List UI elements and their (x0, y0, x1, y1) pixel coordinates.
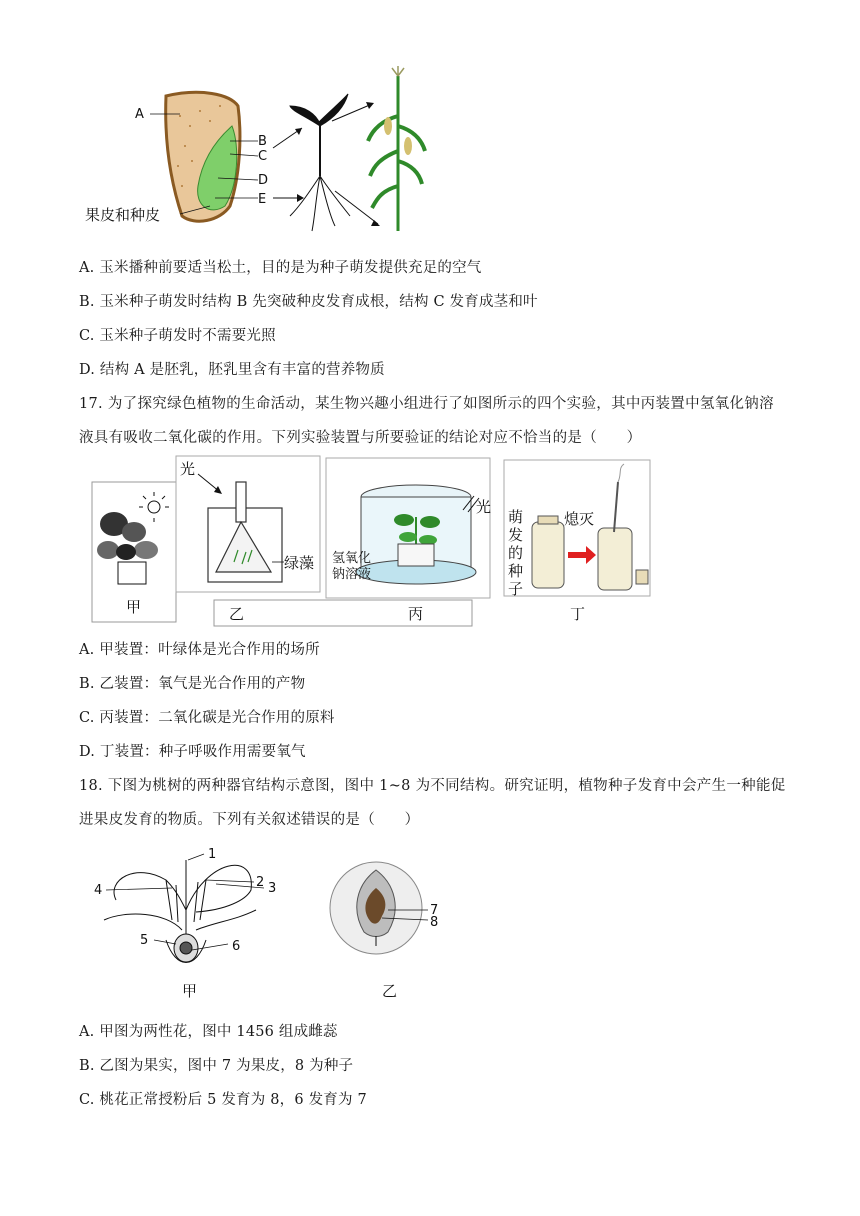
panel-yi-caption: 乙 (229, 605, 245, 623)
q18-option-a: A. 甲图为两性花，图中 1456 组成雌蕊 (79, 1024, 338, 1040)
flower-caption: 甲 (182, 982, 198, 1000)
q16-option-d: D. 结构 A 是胚乳，胚乳里含有丰富的营养物质 (79, 362, 385, 378)
label-B: B (258, 134, 267, 149)
q16-option-a: A. 玉米播种前要适当松土，目的是为种子萌发提供充足的空气 (79, 260, 482, 276)
flower-label-4: 4 (94, 883, 103, 898)
flower-label-2: 2 (256, 875, 265, 890)
panel-jia-caption: 甲 (126, 598, 142, 616)
panel-ding-caption: 丁 (570, 605, 586, 623)
svg-text:的: 的 (508, 544, 524, 562)
flower-label-6: 6 (232, 939, 241, 954)
svg-text:子: 子 (508, 580, 524, 598)
label-A: A (135, 107, 144, 122)
panel-bing-light-label: 光 (476, 498, 492, 516)
q17-option-c: C. 丙装置：二氧化碳是光合作用的原料 (79, 710, 335, 726)
q17-option-a: A. 甲装置：叶绿体是光合作用的场所 (79, 642, 320, 658)
fruit-label-7: 7 (430, 903, 439, 918)
bottle-right (598, 464, 648, 590)
fruit-label-8: 8 (430, 915, 439, 930)
mature-corn-plant (368, 66, 425, 231)
corn-seedling (290, 94, 350, 231)
extinguish-label: 熄灭 (564, 510, 595, 528)
q18-option-b: B. 乙图为果实，图中 7 为果皮，8 为种子 (79, 1058, 354, 1074)
red-arrow (568, 546, 596, 564)
panel-bing-caption: 丙 (408, 605, 424, 623)
naoh-label-1: 氢氧化 (332, 551, 372, 566)
bell-jar-bing (356, 485, 476, 584)
label-D: D (258, 173, 269, 188)
q16-option-b: B. 玉米种子萌发时结构 B 先突破种皮发育成根，结构 C 发育成茎和叶 (79, 294, 538, 310)
label-E: E (258, 192, 267, 207)
fruit-caption: 乙 (382, 982, 398, 1000)
svg-text:种: 种 (508, 562, 524, 580)
q17-option-b: B. 乙装置：氧气是光合作用的产物 (79, 676, 306, 692)
flower-label-3: 3 (268, 881, 277, 896)
q16-option-c: C. 玉米种子萌发时不需要光照 (79, 328, 276, 344)
q17-option-d: D. 丁装置：种子呼吸作用需要氧气 (79, 744, 306, 760)
flower-fruit-figure (86, 840, 456, 1006)
bottle-left (532, 516, 564, 588)
beaker-yi (208, 482, 282, 582)
label-pericarp-testa: 果皮和种皮 (85, 206, 161, 224)
experiment-figure (86, 452, 686, 628)
q18-stem-line2: 进果皮发育的物质。下列有关叙述错误的是（ ） (79, 812, 420, 828)
naoh-label-2: 钠溶液 (332, 567, 372, 582)
flower-label-5: 5 (140, 933, 149, 948)
q18-stem-line1: 18. 下图为桃树的两种器官结构示意图，图中 1~8 为不同结构。研究证明，植物种子发育中会产生一种能促 (79, 778, 786, 794)
label-C: C (258, 149, 268, 164)
seed-label-vertical (508, 508, 523, 598)
q17-stem-line2: 液具有吸收二氧化碳的作用。下列实验装置与所要验证的结论对应不恰当的是（ ） (79, 430, 642, 446)
panel-yi-light-label: 光 (180, 460, 196, 478)
peach-fruit (330, 862, 422, 954)
q18-option-c: C. 桃花正常授粉后 5 发育为 8，6 发育为 7 (79, 1092, 367, 1108)
flower-label-1: 1 (208, 847, 217, 862)
svg-text:发: 发 (508, 526, 524, 544)
q17-stem-line1: 17. 为了探究绿色植物的生命活动，某生物兴趣小组进行了如图所示的四个实验，其中丙装置中氢氧化钠溶 (79, 396, 774, 412)
potted-plant-jia (97, 492, 169, 584)
svg-text:萌: 萌 (508, 508, 524, 526)
algae-label: 绿藻 (284, 554, 315, 572)
corn-germination-figure (80, 66, 440, 246)
